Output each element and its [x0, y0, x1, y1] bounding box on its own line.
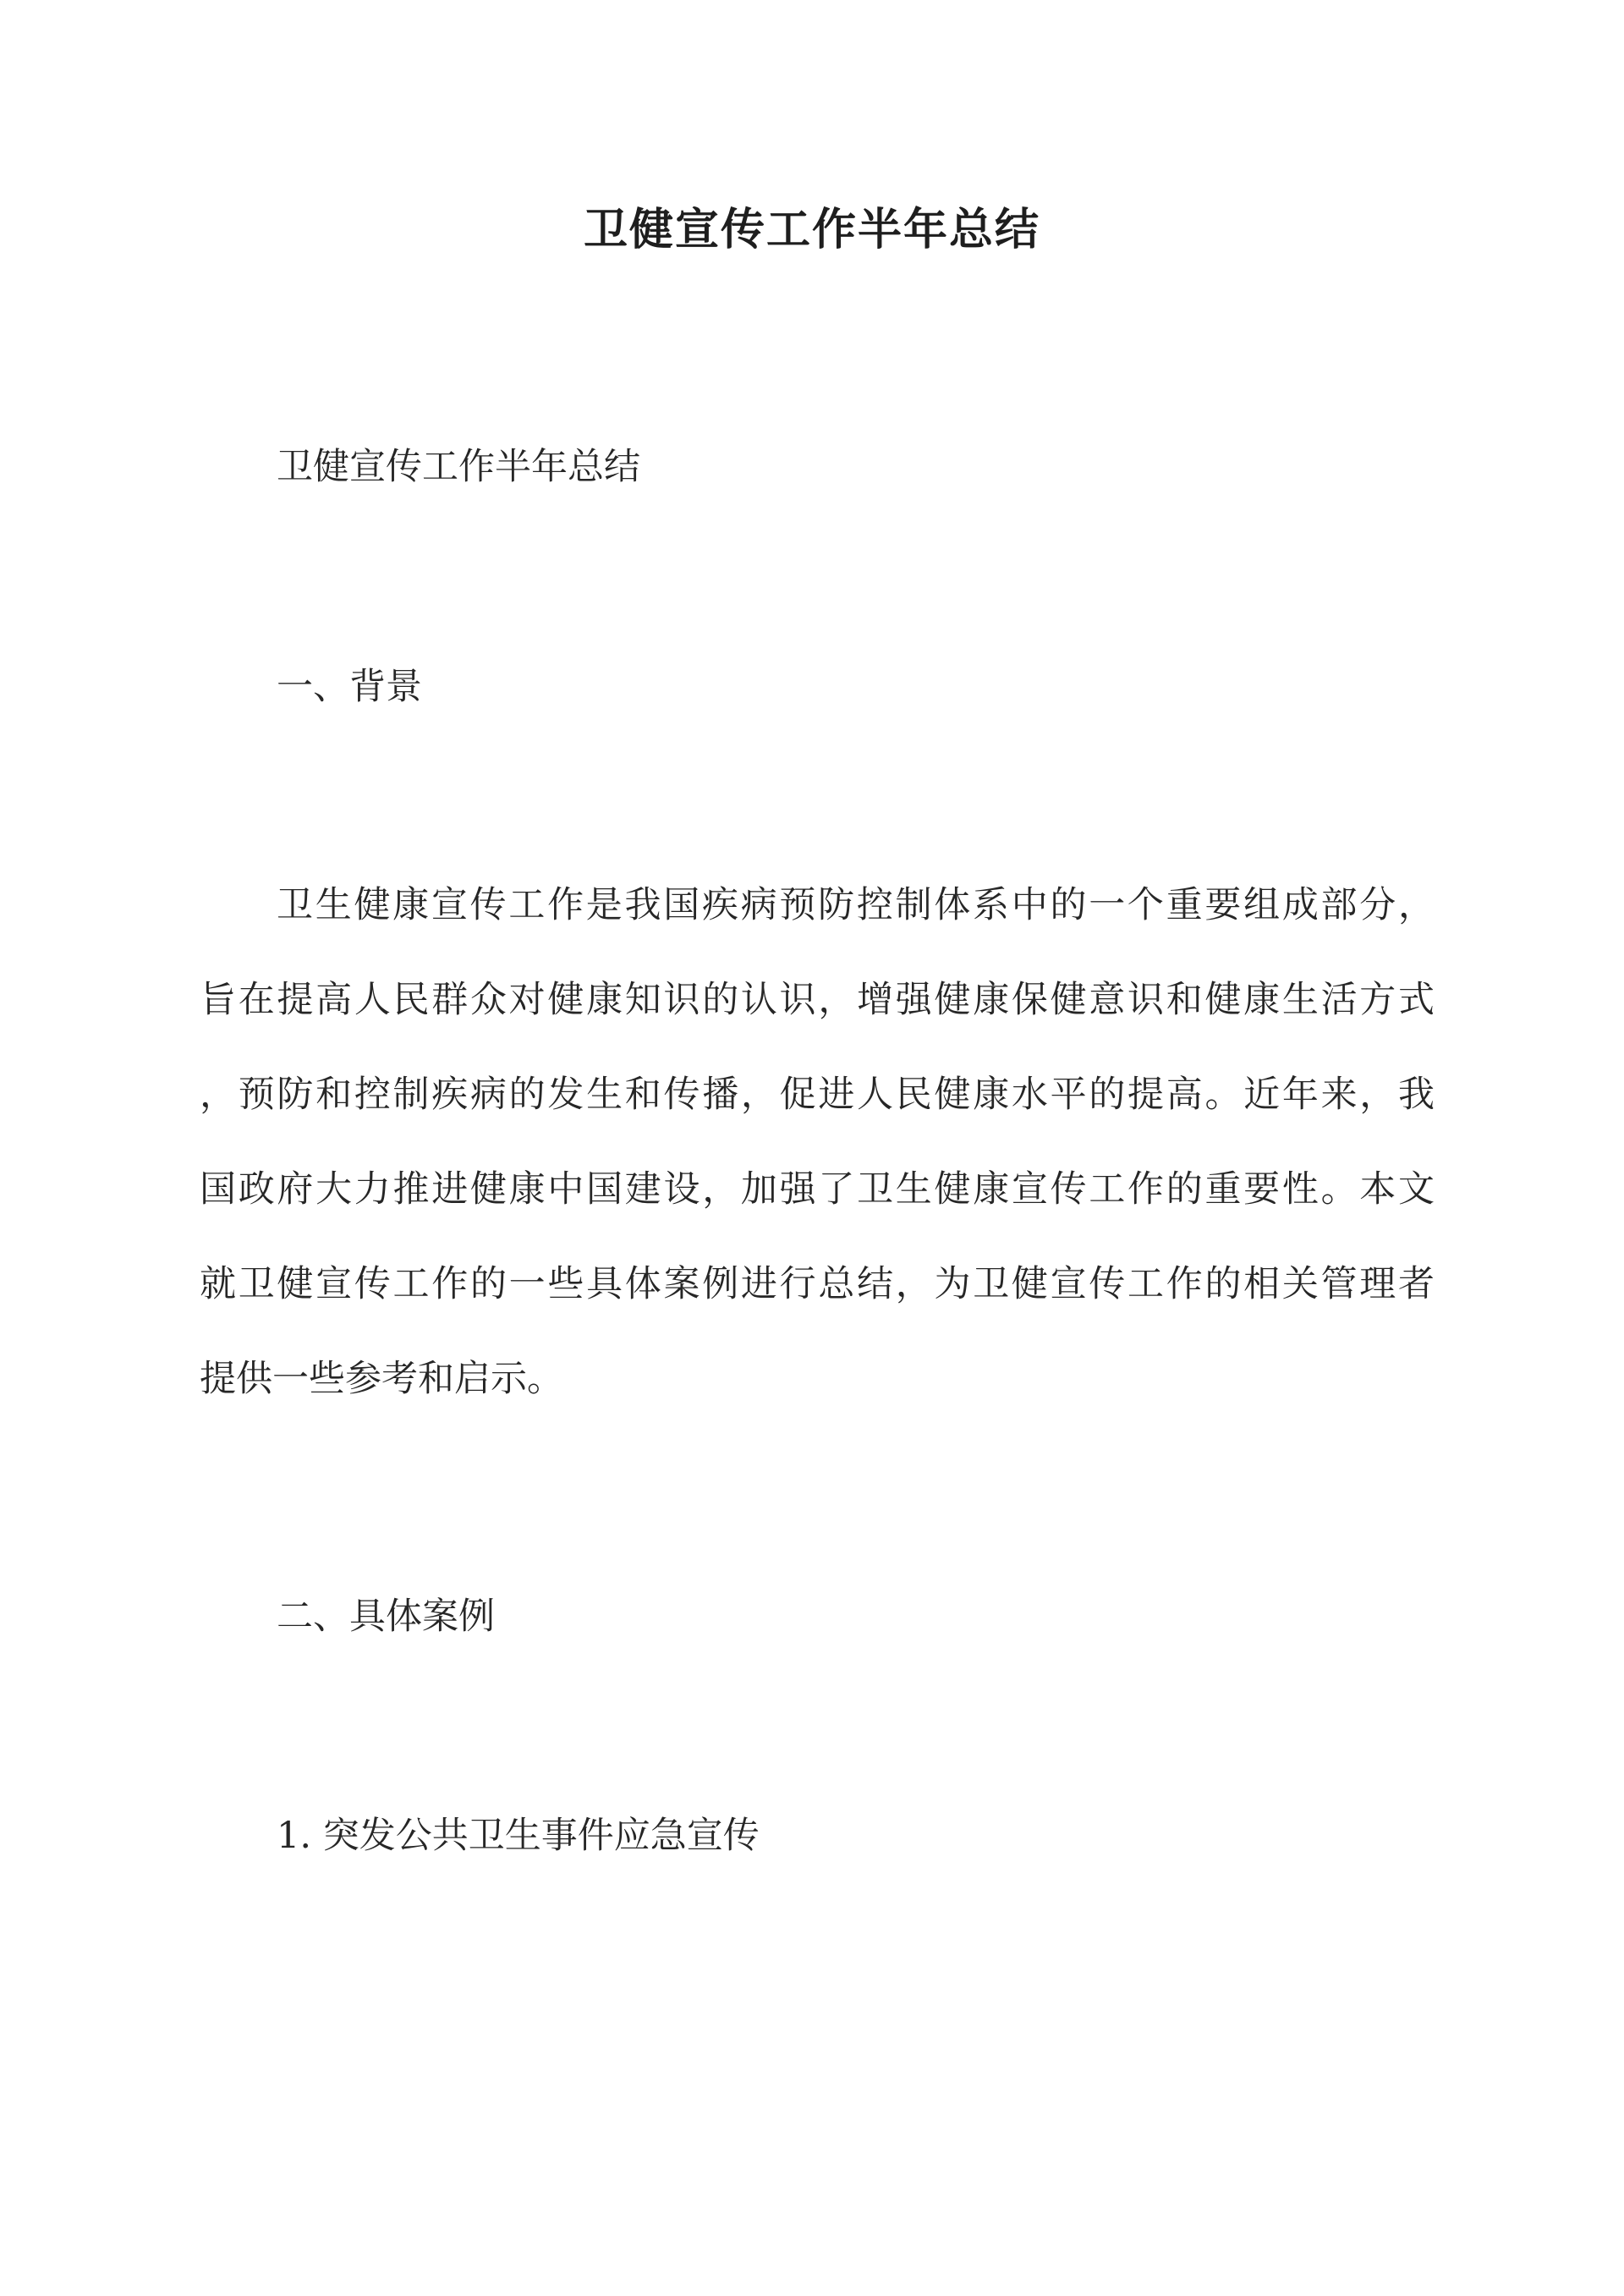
paragraph-line: 就卫健宣传工作的一些具体案例进行总结，为卫健宣传工作的相关管理者 — [200, 1263, 1435, 1305]
section-heading-cases: 二、具体案例 — [277, 1596, 495, 1638]
paragraph-line: ，预防和控制疾病的发生和传播，促进人民健康水平的提高。近年来，我 — [200, 1074, 1435, 1116]
paragraph-line: 旨在提高人民群众对健康知识的认识，增强健康保健意识和健康生活方式 — [200, 979, 1435, 1021]
paragraph-line: 卫生健康宣传工作是我国疾病预防控制体系中的一个重要组成部分， — [277, 884, 1435, 926]
background-paragraph — [200, 880, 1435, 1448]
section-heading-background: 一、背景 — [277, 666, 422, 708]
document-title: 卫健宣传工作半年总结 — [583, 204, 1040, 255]
subsection-heading-emergency: 1. 突发公共卫生事件应急宣传 — [277, 1815, 760, 1857]
paragraph-line: 提供一些参考和启示。 — [200, 1358, 563, 1400]
paragraph-line: 国政府大力推进健康中国建设，加强了卫生健康宣传工作的重要性。本文 — [200, 1168, 1435, 1211]
document-subtitle: 卫健宣传工作半年总结 — [277, 446, 640, 488]
